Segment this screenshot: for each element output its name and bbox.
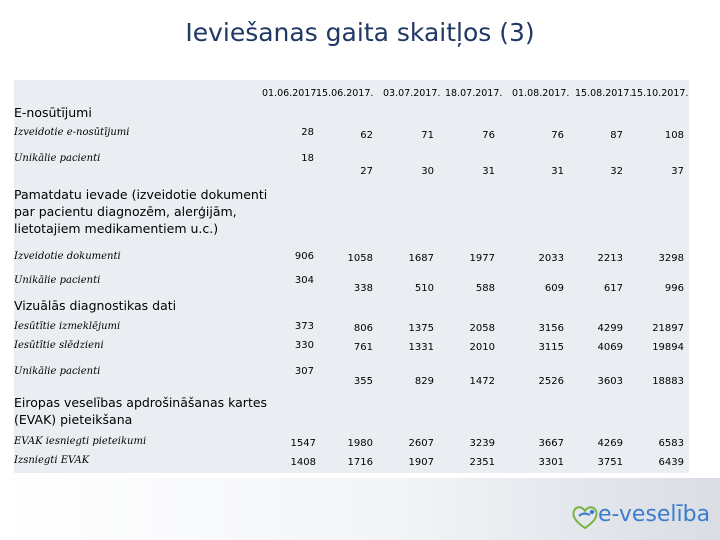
section-title: Vizuālās diagnostikas dati [14, 298, 177, 313]
table-cell: 2213 [597, 253, 623, 264]
table-cell: 21897 [652, 323, 684, 334]
table-cell: 906 [294, 251, 314, 262]
table-cell: 6439 [658, 457, 684, 468]
column-header: 15.06.2017. [316, 88, 374, 99]
table-cell: 2351 [469, 457, 495, 468]
table-cell: 18 [301, 153, 314, 164]
section-title-line: (EVAK) pieteikšana [14, 412, 133, 427]
column-header: 15.08.2017. [575, 88, 633, 99]
section-title-line: lietotajiem medikamentiem u.c.) [14, 221, 219, 236]
table-cell: 108 [664, 130, 684, 141]
table-cell: 609 [544, 283, 564, 294]
table-cell: 2058 [469, 323, 495, 334]
column-header: 15.10.2017. [631, 88, 689, 99]
table-cell: 338 [353, 283, 373, 294]
row-label: Unikālie pacienti [14, 275, 101, 286]
table-cell: 2033 [538, 253, 564, 264]
row-label: Izsniegti EVAK [14, 455, 90, 466]
table-cell: 588 [475, 283, 495, 294]
column-header: 01.08.2017. [512, 88, 570, 99]
table-cell: 2010 [469, 342, 495, 353]
table-cell: 1980 [347, 438, 373, 449]
table-cell: 4069 [597, 342, 623, 353]
table-cell: 28 [301, 127, 314, 138]
table-cell: 806 [353, 323, 373, 334]
section-title [14, 186, 267, 237]
table-cell: 307 [294, 366, 314, 377]
row-label: Izveidotie dokumenti [14, 251, 121, 262]
table-cell: 373 [294, 321, 314, 332]
table-cell: 76 [482, 130, 495, 141]
table-cell: 6583 [658, 438, 684, 449]
table-cell: 829 [414, 376, 434, 387]
table-cell: 62 [360, 130, 373, 141]
section-title [14, 394, 267, 428]
table-cell: 1375 [408, 323, 434, 334]
table-cell: 32 [610, 166, 623, 177]
section-title-line: Pamatdatu ievade (izveidotie dokumenti [14, 187, 268, 202]
table-cell: 3301 [538, 457, 564, 468]
table-cell: 1687 [408, 253, 434, 264]
table-cell: 1716 [347, 457, 373, 468]
table-cell: 19894 [652, 342, 684, 353]
table-cell: 4299 [597, 323, 623, 334]
table-cell: 996 [664, 283, 684, 294]
table-cell: 3667 [538, 438, 564, 449]
page-title: Ieviešanas gaita skaitļos (3) [185, 18, 535, 47]
table-cell: 304 [294, 275, 314, 286]
row-label: Izveidotie e-nosūtījumi [14, 127, 130, 138]
section-title: E-nosūtījumi [14, 105, 92, 120]
table-cell: 1547 [290, 438, 316, 449]
table-cell: 71 [421, 130, 434, 141]
table-cell: 2607 [408, 438, 434, 449]
row-label: Unikālie pacienti [14, 153, 101, 164]
table-cell: 3115 [538, 342, 564, 353]
table-cell: 3156 [538, 323, 564, 334]
row-label: Iesūtītie slēdzieni [14, 340, 104, 351]
table-cell: 18883 [652, 376, 684, 387]
column-header: 01.06.2017. [262, 88, 320, 99]
table-cell: 30 [421, 166, 434, 177]
table-cell: 1058 [347, 253, 373, 264]
column-header: 03.07.2017. [383, 88, 441, 99]
row-label: Iesūtītie izmeklējumi [14, 321, 121, 332]
section-title-line: par pacientu diagnozēm, alerģijām, [14, 204, 237, 219]
table-cell: 330 [294, 340, 314, 351]
table-cell: 31 [551, 166, 564, 177]
table-cell: 3239 [469, 438, 495, 449]
table-cell: 1331 [408, 342, 434, 353]
e-veseliba-logo [570, 500, 715, 532]
table-cell: 87 [610, 130, 623, 141]
table-cell: 1907 [408, 457, 434, 468]
table-cell: 31 [482, 166, 495, 177]
table-cell: 37 [671, 166, 684, 177]
table-cell: 761 [353, 342, 373, 353]
table-cell: 3603 [597, 376, 623, 387]
table-cell: 2526 [538, 376, 564, 387]
table-cell: 4269 [597, 438, 623, 449]
table-cell: 355 [353, 376, 373, 387]
table-cell: 1977 [469, 253, 495, 264]
table-cell: 510 [414, 283, 434, 294]
table-cell: 1408 [290, 457, 316, 468]
row-label: EVAK iesniegti pieteikumi [14, 436, 147, 447]
table-cell: 1472 [469, 376, 495, 387]
table-cell: 3298 [658, 253, 684, 264]
table-cell: 3751 [597, 457, 623, 468]
section-title-line: Eiropas veselības apdrošināšanas kartes [14, 395, 268, 410]
table-cell: 76 [551, 130, 564, 141]
logo-text: e-veselība [598, 502, 711, 527]
row-label: Unikālie pacienti [14, 366, 101, 377]
heart-leaf-icon [570, 502, 600, 532]
table-cell: 617 [603, 283, 623, 294]
column-header: 18.07.2017. [445, 88, 503, 99]
table-cell: 27 [360, 166, 373, 177]
